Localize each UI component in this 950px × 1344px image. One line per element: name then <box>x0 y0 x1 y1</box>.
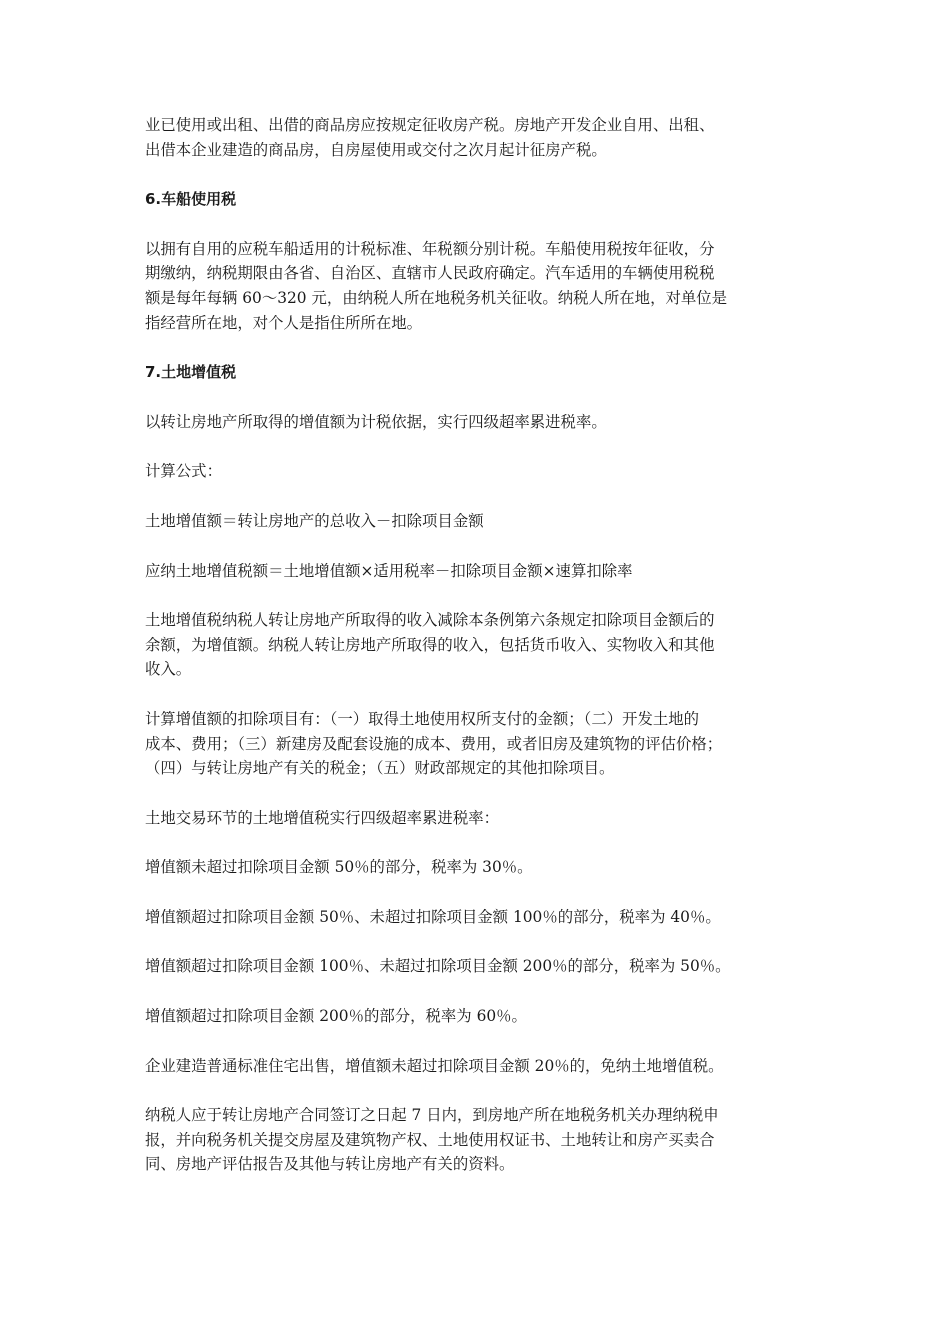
paragraph-land-vat-basis: 以转让房地产所取得的增值额为计税依据，实行四级超率累进税率。 <box>145 412 607 431</box>
paragraph-formula-value-added: 土地增值额＝转让房地产的总收入－扣除项目金额 <box>145 511 484 530</box>
paragraph-rate-tier-2: 增值额超过扣除项目金额 50％、未超过扣除项目金额 100％的部分，税率为 40％。 <box>145 907 721 926</box>
paragraph-formula-label: 计算公式： <box>145 462 222 481</box>
paragraph-rate-tier-3: 增值额超过扣除项目金额 100％、未超过扣除项目金额 200％的部分，税率为 50％。 <box>145 957 731 976</box>
paragraph-vehicle-vessel-tax: 以拥有自用的应税车船适用的计税标准、年税额分别计税。车船使用税按年征收，分 期缴纳，纳税期限由各省、自治区、直辖市人民政府确定。汽车适用的车辆使用税税 额是每年每辆 60～320 元，由纳税人所在地税务机关征收。纳税人所在地，对单位是 指经营所在地，对个人是指住所所在地。 <box>145 239 728 332</box>
heading-vehicle-vessel-tax: 6.车船使用税 <box>145 190 237 209</box>
paragraph-deduction-items: 计算增值额的扣除项目有：（一）取得土地使用权所支付的金额；（二）开发土地的 成本、费用；（三）新建房及配套设施的成本、费用，或者旧房及建筑物的评估价格； （四）与转让房地产有关的税金；（五）财政部规定的其他扣除项目。 <box>145 709 723 778</box>
heading-land-value-added-tax: 7.土地增值税 <box>145 363 237 382</box>
paragraph-rate-tier-1: 增值额未超过扣除项目金额 50％的部分，税率为 30％。 <box>145 858 533 877</box>
paragraph-house-property-tax-continued: 业已使用或出租、出借的商品房应按规定征收房产税。房地产开发企业自用、出租、 出借本企业建造的商品房，自房屋使用或交付之次月起计征房产税。 <box>145 116 715 159</box>
document-page <box>145 113 805 1202</box>
paragraph-exemption: 企业建造普通标准住宅出售，增值额未超过扣除项目金额 20％的，免纳土地增值税。 <box>145 1056 724 1075</box>
paragraph-rate-tier-4: 增值额超过扣除项目金额 200％的部分，税率为 60％。 <box>145 1007 527 1026</box>
paragraph-value-added-definition: 土地增值税纳税人转让房地产所取得的收入减除本条例第六条规定扣除项目金额后的 余额，为增值额。纳税人转让房地产所取得的收入，包括货币收入、实物收入和其他 收入。 <box>145 611 715 679</box>
paragraph-formula-tax-payable: 应纳土地增值税额＝土地增值额×适用税率－扣除项目金额×速算扣除率 <box>145 561 633 580</box>
paragraph-filing-requirement: 纳税人应于转让房地产合同签订之日起 7 日内，到房地产所在地税务机关办理纳税申 报，并向税务机关提交房屋及建筑物产权、土地使用权证书、土地转让和房产买卖合 同、房地产评估报告及其他与转让房地产有关的资料。 <box>145 1106 719 1174</box>
paragraph-progressive-rate-intro: 土地交易环节的土地增值税实行四级超率累进税率： <box>145 808 499 827</box>
